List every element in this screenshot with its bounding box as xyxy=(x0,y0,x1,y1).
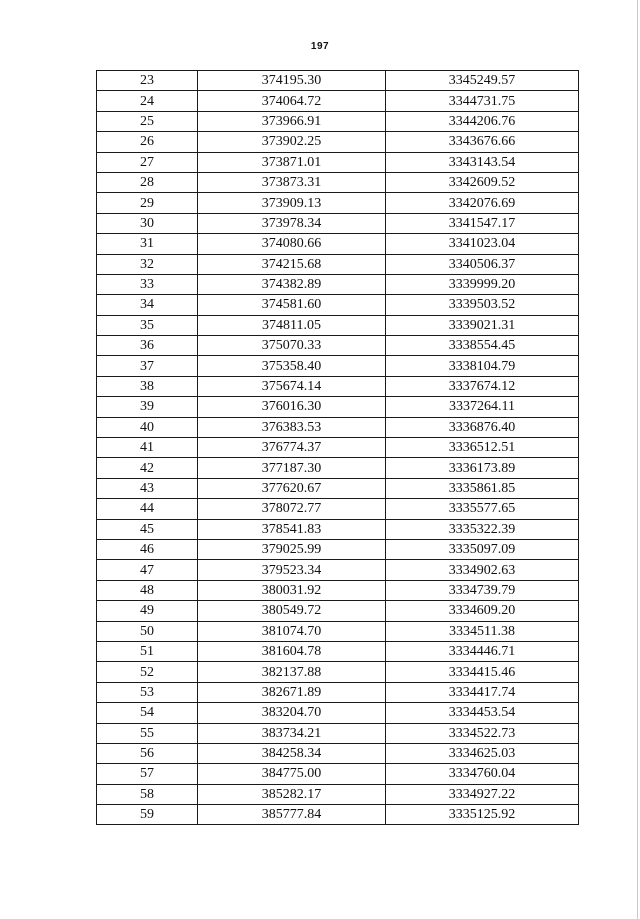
table-row xyxy=(97,336,579,356)
table-row xyxy=(97,111,579,131)
y-coordinate-cell: 3335861.85 xyxy=(386,478,579,498)
x-coordinate-cell: 377620.67 xyxy=(198,478,386,498)
table-row xyxy=(97,458,579,478)
y-coordinate-cell: 3334415.46 xyxy=(386,662,579,682)
table-row xyxy=(97,621,579,641)
y-coordinate-cell: 3334522.73 xyxy=(386,723,579,743)
y-coordinate-cell: 3334739.79 xyxy=(386,580,579,600)
y-coordinate-cell: 3334609.20 xyxy=(386,601,579,621)
table-row xyxy=(97,519,579,539)
point-number-cell: 59 xyxy=(97,805,198,825)
table-row xyxy=(97,295,579,315)
coordinate-table xyxy=(96,70,579,825)
y-coordinate-cell: 3334760.04 xyxy=(386,764,579,784)
y-coordinate-cell: 3337674.12 xyxy=(386,376,579,396)
page-number: 197 xyxy=(310,41,330,52)
y-coordinate-cell: 3334902.63 xyxy=(386,560,579,580)
x-coordinate-cell: 376016.30 xyxy=(198,397,386,417)
table-row xyxy=(97,539,579,559)
point-number-cell: 54 xyxy=(97,703,198,723)
x-coordinate-cell: 373902.25 xyxy=(198,132,386,152)
table-row xyxy=(97,703,579,723)
x-coordinate-cell: 379523.34 xyxy=(198,560,386,580)
point-number-cell: 58 xyxy=(97,784,198,804)
x-coordinate-cell: 375358.40 xyxy=(198,356,386,376)
y-coordinate-cell: 3342609.52 xyxy=(386,172,579,192)
table-row xyxy=(97,764,579,784)
point-number-cell: 25 xyxy=(97,111,198,131)
y-coordinate-cell: 3339021.31 xyxy=(386,315,579,335)
point-number-cell: 32 xyxy=(97,254,198,274)
table-row xyxy=(97,356,579,376)
table-row xyxy=(97,784,579,804)
table-row xyxy=(97,478,579,498)
table-row xyxy=(97,193,579,213)
y-coordinate-cell: 3336876.40 xyxy=(386,417,579,437)
y-coordinate-cell: 3335125.92 xyxy=(386,805,579,825)
x-coordinate-cell: 383734.21 xyxy=(198,723,386,743)
x-coordinate-cell: 374382.89 xyxy=(198,274,386,294)
table-row xyxy=(97,723,579,743)
x-coordinate-cell: 382671.89 xyxy=(198,682,386,702)
x-coordinate-cell: 375674.14 xyxy=(198,376,386,396)
point-number-cell: 28 xyxy=(97,172,198,192)
table-row xyxy=(97,601,579,621)
table-row xyxy=(97,254,579,274)
x-coordinate-cell: 373966.91 xyxy=(198,111,386,131)
y-coordinate-cell: 3334453.54 xyxy=(386,703,579,723)
point-number-cell: 30 xyxy=(97,213,198,233)
coordinate-table-body xyxy=(97,71,579,825)
y-coordinate-cell: 3335097.09 xyxy=(386,539,579,559)
y-coordinate-cell: 3337264.11 xyxy=(386,397,579,417)
table-row xyxy=(97,641,579,661)
y-coordinate-cell: 3341547.17 xyxy=(386,213,579,233)
y-coordinate-cell: 3334511.38 xyxy=(386,621,579,641)
page-edge xyxy=(637,0,638,919)
point-number-cell: 55 xyxy=(97,723,198,743)
y-coordinate-cell: 3344206.76 xyxy=(386,111,579,131)
x-coordinate-cell: 376383.53 xyxy=(198,417,386,437)
table-row xyxy=(97,682,579,702)
table-row xyxy=(97,662,579,682)
y-coordinate-cell: 3339503.52 xyxy=(386,295,579,315)
y-coordinate-cell: 3334417.74 xyxy=(386,682,579,702)
point-number-cell: 37 xyxy=(97,356,198,376)
y-coordinate-cell: 3341023.04 xyxy=(386,234,579,254)
point-number-cell: 48 xyxy=(97,580,198,600)
point-number-cell: 31 xyxy=(97,234,198,254)
x-coordinate-cell: 373871.01 xyxy=(198,152,386,172)
table-row xyxy=(97,234,579,254)
point-number-cell: 27 xyxy=(97,152,198,172)
table-row xyxy=(97,213,579,233)
point-number-cell: 42 xyxy=(97,458,198,478)
point-number-cell: 51 xyxy=(97,641,198,661)
point-number-cell: 24 xyxy=(97,91,198,111)
y-coordinate-cell: 3334446.71 xyxy=(386,641,579,661)
x-coordinate-cell: 373873.31 xyxy=(198,172,386,192)
y-coordinate-cell: 3344731.75 xyxy=(386,91,579,111)
y-coordinate-cell: 3335322.39 xyxy=(386,519,579,539)
x-coordinate-cell: 374811.05 xyxy=(198,315,386,335)
table-row xyxy=(97,172,579,192)
point-number-cell: 39 xyxy=(97,397,198,417)
point-number-cell: 46 xyxy=(97,539,198,559)
y-coordinate-cell: 3336512.51 xyxy=(386,438,579,458)
x-coordinate-cell: 378541.83 xyxy=(198,519,386,539)
point-number-cell: 57 xyxy=(97,764,198,784)
table-row xyxy=(97,132,579,152)
x-coordinate-cell: 374581.60 xyxy=(198,295,386,315)
point-number-cell: 33 xyxy=(97,274,198,294)
x-coordinate-cell: 385282.17 xyxy=(198,784,386,804)
point-number-cell: 38 xyxy=(97,376,198,396)
x-coordinate-cell: 381074.70 xyxy=(198,621,386,641)
x-coordinate-cell: 373978.34 xyxy=(198,213,386,233)
table-row xyxy=(97,274,579,294)
x-coordinate-cell: 376774.37 xyxy=(198,438,386,458)
y-coordinate-cell: 3342076.69 xyxy=(386,193,579,213)
y-coordinate-cell: 3343143.54 xyxy=(386,152,579,172)
point-number-cell: 34 xyxy=(97,295,198,315)
y-coordinate-cell: 3334927.22 xyxy=(386,784,579,804)
point-number-cell: 40 xyxy=(97,417,198,437)
y-coordinate-cell: 3338554.45 xyxy=(386,336,579,356)
x-coordinate-cell: 374215.68 xyxy=(198,254,386,274)
table-row xyxy=(97,438,579,458)
point-number-cell: 53 xyxy=(97,682,198,702)
point-number-cell: 26 xyxy=(97,132,198,152)
table-row xyxy=(97,152,579,172)
y-coordinate-cell: 3343676.66 xyxy=(386,132,579,152)
point-number-cell: 56 xyxy=(97,743,198,763)
table-row xyxy=(97,580,579,600)
x-coordinate-cell: 383204.70 xyxy=(198,703,386,723)
point-number-cell: 29 xyxy=(97,193,198,213)
table-row xyxy=(97,417,579,437)
point-number-cell: 52 xyxy=(97,662,198,682)
point-number-cell: 41 xyxy=(97,438,198,458)
y-coordinate-cell: 3338104.79 xyxy=(386,356,579,376)
x-coordinate-cell: 380549.72 xyxy=(198,601,386,621)
x-coordinate-cell: 374195.30 xyxy=(198,71,386,91)
y-coordinate-cell: 3334625.03 xyxy=(386,743,579,763)
table-row xyxy=(97,315,579,335)
point-number-cell: 47 xyxy=(97,560,198,580)
y-coordinate-cell: 3335577.65 xyxy=(386,499,579,519)
table-row xyxy=(97,805,579,825)
y-coordinate-cell: 3340506.37 xyxy=(386,254,579,274)
x-coordinate-cell: 374080.66 xyxy=(198,234,386,254)
point-number-cell: 36 xyxy=(97,336,198,356)
table-row xyxy=(97,499,579,519)
x-coordinate-cell: 373909.13 xyxy=(198,193,386,213)
point-number-cell: 35 xyxy=(97,315,198,335)
table-row xyxy=(97,397,579,417)
x-coordinate-cell: 385777.84 xyxy=(198,805,386,825)
x-coordinate-cell: 375070.33 xyxy=(198,336,386,356)
x-coordinate-cell: 377187.30 xyxy=(198,458,386,478)
y-coordinate-cell: 3345249.57 xyxy=(386,71,579,91)
table-row xyxy=(97,376,579,396)
x-coordinate-cell: 381604.78 xyxy=(198,641,386,661)
point-number-cell: 49 xyxy=(97,601,198,621)
point-number-cell: 23 xyxy=(97,71,198,91)
x-coordinate-cell: 374064.72 xyxy=(198,91,386,111)
table-row xyxy=(97,560,579,580)
point-number-cell: 45 xyxy=(97,519,198,539)
table-row xyxy=(97,743,579,763)
point-number-cell: 50 xyxy=(97,621,198,641)
x-coordinate-cell: 380031.92 xyxy=(198,580,386,600)
point-number-cell: 44 xyxy=(97,499,198,519)
x-coordinate-cell: 379025.99 xyxy=(198,539,386,559)
y-coordinate-cell: 3339999.20 xyxy=(386,274,579,294)
table-row xyxy=(97,91,579,111)
x-coordinate-cell: 378072.77 xyxy=(198,499,386,519)
x-coordinate-cell: 382137.88 xyxy=(198,662,386,682)
x-coordinate-cell: 384775.00 xyxy=(198,764,386,784)
table-row xyxy=(97,71,579,91)
point-number-cell: 43 xyxy=(97,478,198,498)
x-coordinate-cell: 384258.34 xyxy=(198,743,386,763)
y-coordinate-cell: 3336173.89 xyxy=(386,458,579,478)
